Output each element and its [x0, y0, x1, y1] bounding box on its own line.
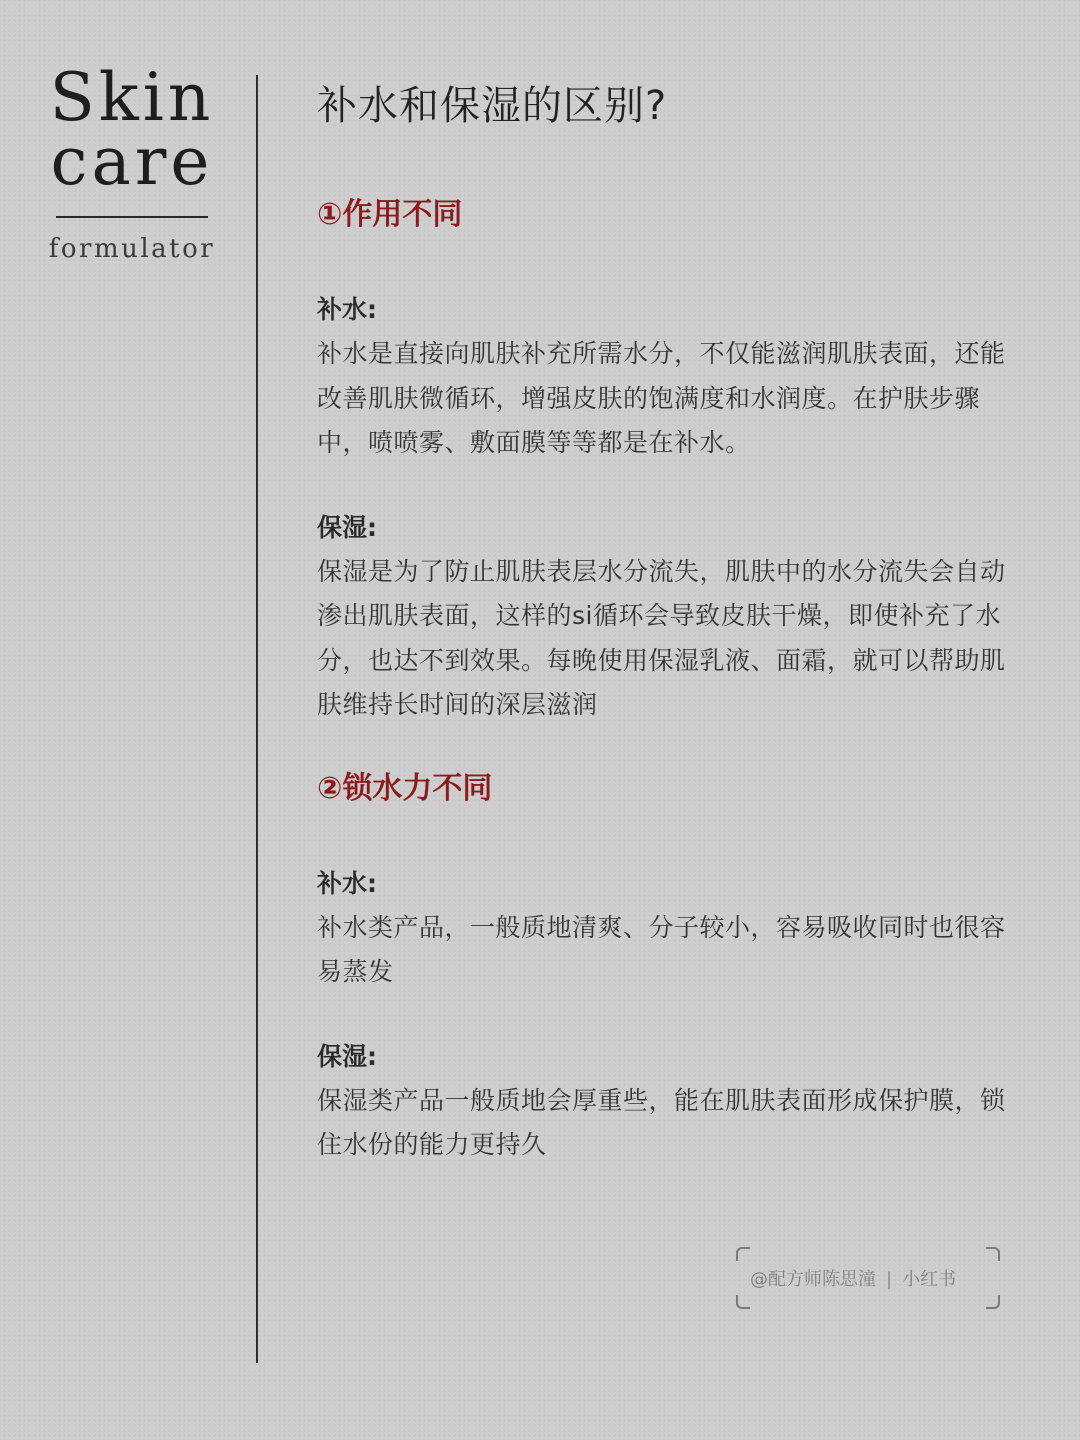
brand-word-skin: Skin — [49, 59, 215, 136]
item-text: 保湿是为了防止肌肤表层水分流失，肌肤中的水分流失会自动渗出肌肤表面，这样的si循环会导致皮肤干燥，即使补充了水分，也达不到效果。每晚使用保湿乳液、面霜，就可以帮助肌肤维持长时间的深层滋润 — [317, 556, 1006, 719]
brand-word-care: care — [50, 123, 214, 200]
watermark-corner-icon — [986, 1247, 1000, 1261]
section-heading: ②锁水力不同 — [317, 770, 493, 806]
item-moisturizing — [317, 506, 1007, 728]
item-moisturizing — [317, 1035, 1007, 1168]
brand-rule — [56, 216, 208, 218]
watermark-author: @配方师陈思潼 — [750, 1269, 876, 1290]
watermark-corner-icon — [986, 1295, 1000, 1309]
item-text: 补水是直接向肌肤补充所需水分，不仅能滋润肌肤表面，还能改善肌肤微循环，增强皮肤的饱满度和水润度。在护肤步骤中，喷喷雾、敷面膜等等都是在补水。 — [317, 339, 1006, 457]
watermark-corner-icon — [736, 1295, 750, 1309]
item-label: 保湿: — [317, 1041, 377, 1071]
item-label: 补水: — [317, 295, 377, 324]
section-heading: ①作用不同 — [317, 197, 463, 232]
watermark — [736, 1247, 1000, 1309]
watermark-corner-icon — [736, 1247, 750, 1261]
item-label: 保湿: — [317, 512, 377, 542]
article — [317, 78, 1007, 1208]
item-text: 保湿类产品一般质地会厚重些，能在肌肤表面形成保护膜，锁住水份的能力更持久 — [317, 1085, 1006, 1159]
watermark-platform: 小红书 — [902, 1269, 957, 1290]
page-title: 补水和保湿的区别? — [317, 83, 668, 129]
brand-subtitle: formulator — [48, 234, 216, 264]
item-hydration — [317, 862, 1007, 995]
watermark-separator: | — [886, 1269, 893, 1290]
vertical-divider — [256, 75, 258, 1363]
watermark-text — [750, 1265, 956, 1291]
section-water-lock — [317, 768, 1007, 1168]
section-function — [317, 194, 1007, 728]
item-text: 补水类产品，一般质地清爽、分子较小，容易吸收同时也很容易蒸发 — [317, 912, 1006, 986]
brand-logo — [48, 59, 216, 264]
item-label: 补水: — [317, 868, 377, 898]
item-hydration — [317, 288, 1007, 466]
